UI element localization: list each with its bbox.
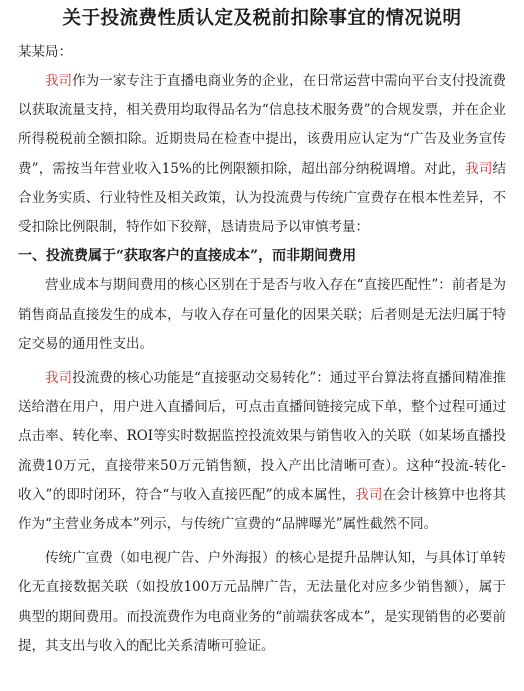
section-1-paragraph-3: 传统广宣费（如电视广告、户外海报）的核心是提升品牌认知，与具体订单转化无直接数据关联（如投放100万元品牌广告，无法量化对应多少销售额），属于典型的期间费用。而投流费作为电商业务的“前端获客成本”，是实现销售的必要前提，其支出与收入的配比关系清晰可验证。 xyxy=(18,550,506,654)
section-1-paragraph-2 xyxy=(18,364,506,539)
section-1-heading: 一、投流费属于“获取客户的直接成本”，而非期间费用 xyxy=(18,248,357,265)
company-reference: 我司 xyxy=(45,73,73,89)
document-title: 关于投流费性质认定及税前扣除事宜的情况说明 xyxy=(62,8,462,29)
company-reference: 我司 xyxy=(355,486,383,503)
section-1-paragraph-2-part-1: 投流费的核心功能是“直接驱动交易转化”：通过平台算法将直播间精准推送给潜在用户，用户进入直播间后，可点击直播间链接完成下单，整个过程可通过点击率、转化率、ROI等实时数据监控投流效果与销售收入的关联（如某场直播投流费10万元，直接带来50万元销售额，投入产出比清晰可查）。这种“投流-转化-收入”的即时闭环，符合“与收入直接匹配”的成本属性， xyxy=(18,370,506,503)
section-1-paragraph-2-part-2: 在会计核算中也将其作为“主营业务成本”列示，与传统广宣费的“品牌曝光”属性截然不同。 xyxy=(18,486,506,533)
intro-text-part-1: 作为一家专注于直播电商业务的企业，在日常运营中需向平台支付投流费以获取流量支持，相关费用均取得品名为“信息技术服务费”的合规发票，并在企业所得税税前全额扣除。近期贵局在检查中提出，该费用应认定为“广告及业务宣传费”，需按当年营业收入15%的比例限额扣除，超出部分纳税调增。对此， xyxy=(18,73,507,177)
addressee: 某某局： xyxy=(18,44,72,60)
company-reference: 我司 xyxy=(45,370,73,387)
intro-text-part-2: 结合业务实质、行业特性及相关政策，认为投流费与传统广宣费存在根本性差异，不受扣除比例限制，特作如下狡辩，恳请贵局予以审慎考量： xyxy=(18,160,506,236)
intro-paragraph xyxy=(18,67,506,242)
company-reference: 我司 xyxy=(465,160,493,177)
section-1-paragraph-1: 营业成本与期间费用的核心区别在于是否与收入存在“直接匹配性”：前者是为销售商品直接发生的成本，与收入存在可量化的因果关联；后者则是无法归属于特定交易的通用性支出。 xyxy=(18,277,506,352)
